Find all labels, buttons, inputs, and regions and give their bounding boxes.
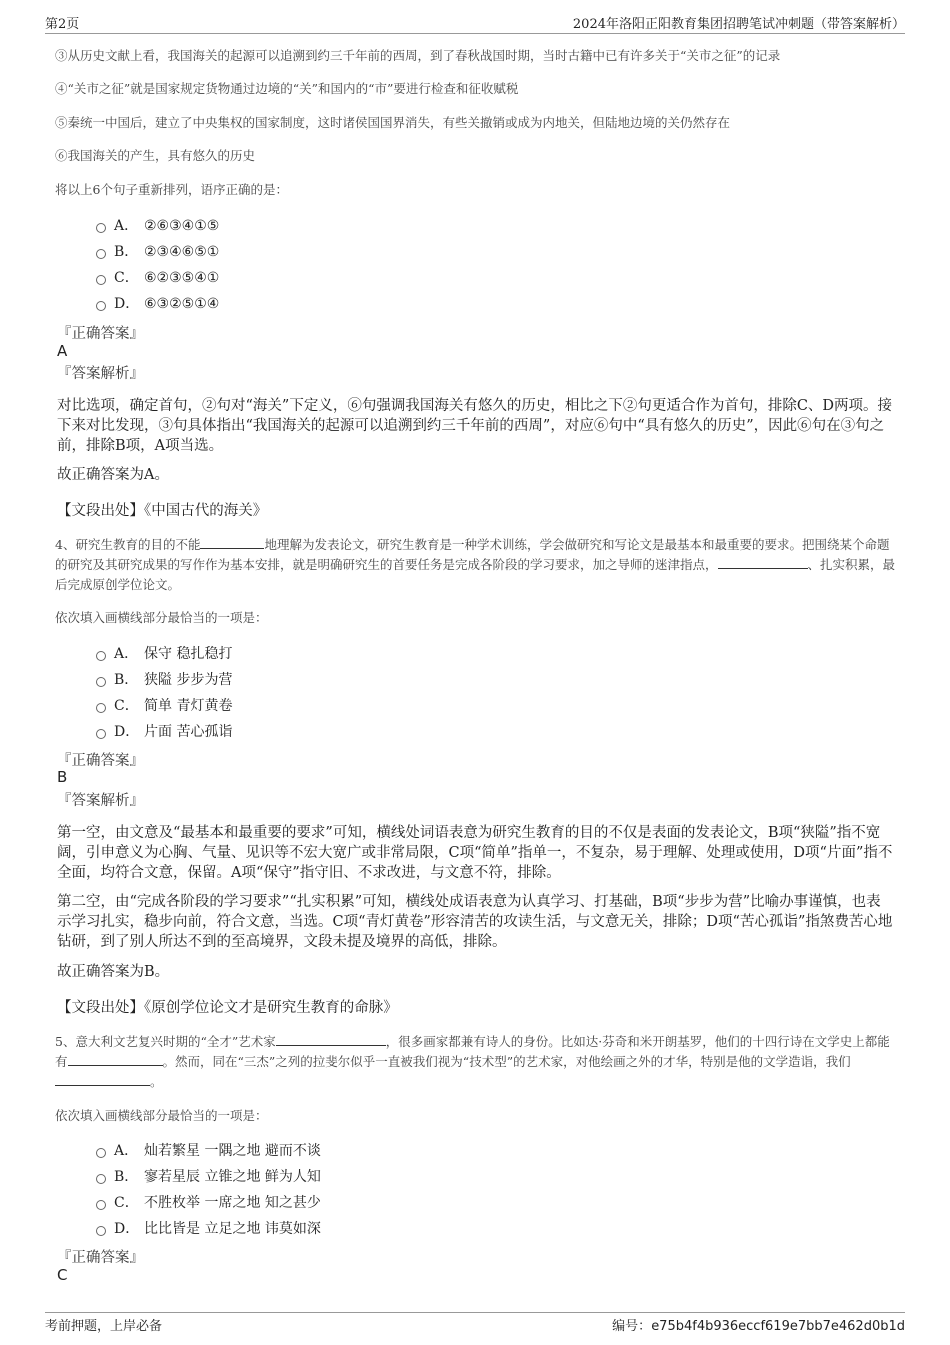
fill-blank bbox=[718, 556, 808, 569]
q3-source: 【文段出处】《中国古代的海关》 bbox=[57, 503, 268, 519]
q4-option-a[interactable]: A． 保守 稳扎稳打 bbox=[96, 644, 232, 664]
radio-icon[interactable] bbox=[96, 1174, 106, 1184]
q3-sentence-3: ③从历史文献上看，我国海关的起源可以追溯到约三千年前的西周，到了春秋战国时期，当时古籍中已有许多关于“关市之征”的记录 bbox=[55, 48, 781, 63]
radio-icon[interactable] bbox=[96, 677, 106, 687]
q4-option-c[interactable]: C． 简单 青灯黄卷 bbox=[96, 696, 232, 716]
q3-sentence-6: ⑥我国海关的产生，具有悠久的历史 bbox=[55, 148, 256, 163]
q3-conclusion: 故正确答案为A。 bbox=[57, 467, 169, 483]
q5-option-d[interactable]: D． 比比皆是 立足之地 讳莫如深 bbox=[96, 1219, 321, 1239]
footer-slogan: 考前押题，上岸必备 bbox=[45, 1319, 163, 1334]
q3-option-d[interactable]: D． ⑥③②⑤①④ bbox=[96, 294, 219, 314]
q4-option-b[interactable]: B． 狭隘 步步为营 bbox=[96, 670, 232, 690]
q5-answer: C bbox=[57, 1266, 68, 1284]
q3-sentence-4: ④“关市之征”就是国家规定货物通过边境的“关”和国内的“市”要进行检查和征收赋税 bbox=[55, 81, 519, 96]
document-title: 2024年洛阳正阳教育集团招聘笔试冲刺题（带答案解析） bbox=[572, 17, 905, 32]
q3-option-a[interactable]: A． ②⑥③④①⑤ bbox=[96, 216, 219, 236]
fill-blank bbox=[55, 1073, 150, 1086]
page-footer bbox=[45, 1312, 905, 1335]
q4-analysis-blank-2: 第二空，由“完成各阶段的学习要求”“扎实积累”可知，横线处成语表意为认真学习、打基础，B项“步步为营”比喻办事谨慎，也表示学习扎实，稳步向前，符合文意，当选。C项“青灯黄卷”形容清苦的攻读生活，与文意无关，排除；D项“苦心孤诣”指煞费苦心地钻研，到了别人所达不到的至高境界，文段未提及境界的高低，排除。 bbox=[57, 894, 893, 950]
page-header bbox=[45, 13, 905, 34]
q4-option-d[interactable]: D． 片面 苦心孤诣 bbox=[96, 722, 232, 742]
document-code: 编号：e75b4f4b936eccf619e7bb7e462d0b1d bbox=[612, 1319, 905, 1334]
q5-stem: 5、意大利文艺复兴时期的“全才”艺术家 ，很多画家都兼有诗人的身份。比如达·芬奇和米开朗基罗，他们的十四行诗在文学史上都能有 。然而，同在“三杰”之列的拉斐尔似乎一直被我们视为“技术型”的艺术家，对他绘画之外的才华，特别是他的文学造诣，我们。 bbox=[55, 1034, 890, 1089]
q4-conclusion: 故正确答案为B。 bbox=[57, 964, 170, 980]
q3-option-b[interactable]: B． ②③④⑥⑤① bbox=[96, 242, 219, 262]
radio-icon[interactable] bbox=[96, 223, 106, 233]
q4-source: 【文段出处】《原创学位论文才是研究生教育的命脉》 bbox=[57, 1000, 398, 1016]
q4-answer-label: 『正确答案』 bbox=[57, 753, 144, 769]
q4-prompt: 依次填入画横线部分最恰当的一项是： bbox=[55, 610, 268, 625]
q5-option-c[interactable]: C． 不胜枚举 一席之地 知之甚少 bbox=[96, 1193, 321, 1213]
q3-answer-label: 『正确答案』 bbox=[57, 326, 144, 342]
page-number: 第2页 bbox=[45, 17, 80, 32]
q3-prompt: 将以上6个句子重新排列，语序正确的是： bbox=[55, 182, 288, 197]
radio-icon[interactable] bbox=[96, 275, 106, 285]
fill-blank bbox=[200, 536, 264, 549]
fill-blank bbox=[68, 1053, 163, 1066]
q3-analysis-label: 『答案解析』 bbox=[57, 366, 144, 382]
radio-icon[interactable] bbox=[96, 249, 106, 259]
radio-icon[interactable] bbox=[96, 651, 106, 661]
q3-option-c[interactable]: C． ⑥②③⑤④① bbox=[96, 268, 219, 288]
radio-icon[interactable] bbox=[96, 703, 106, 713]
q4-analysis-blank-1: 第一空，由文意及“最基本和最重要的要求”可知，横线处词语表意为研究生教育的目的不仅是表面的发表论文，B项“狭隘”指不宽阔，引申意义为心胸、气量、见识等不宏大宽广或非常局限，C项“简单”指单一，不复杂，易于理解、处理或使用，D项“片面”指不全面，均符合文意，保留。A项“保守”指守旧、不求改进，与文意不符，排除。 bbox=[57, 825, 893, 881]
q5-option-a[interactable]: A． 灿若繁星 一隅之地 避而不谈 bbox=[96, 1141, 321, 1161]
radio-icon[interactable] bbox=[96, 729, 106, 739]
fill-blank bbox=[276, 1033, 386, 1046]
q5-option-b[interactable]: B． 寥若星辰 立锥之地 鲜为人知 bbox=[96, 1167, 321, 1187]
radio-icon[interactable] bbox=[96, 1226, 106, 1236]
q3-answer: A bbox=[57, 342, 68, 360]
q3-sentence-5: ⑤秦统一中国后，建立了中央集权的国家制度，这时诸侯国国界消失，有些关撤销或成为内地关，但陆地边境的关仍然存在 bbox=[55, 115, 731, 130]
radio-icon[interactable] bbox=[96, 301, 106, 311]
q5-prompt: 依次填入画横线部分最恰当的一项是： bbox=[55, 1108, 268, 1123]
q3-analysis-text: 对比选项，确定首句，②句对“海关”下定义，⑥句强调我国海关有悠久的历史，相比之下②句更适合作为首句，排除C、D两项。接下来对比发现，③句具体指出“我国海关的起源可以追溯到约三千年前的西周”，对应⑥句中“具有悠久的历史”，因此⑥句在③句之前，排除B项，A项当选。 bbox=[57, 398, 893, 454]
q4-analysis-label: 『答案解析』 bbox=[57, 793, 144, 809]
q4-stem: 4、研究生教育的目的不能 地理解为发表论文，研究生教育是一种学术训练，学会做研究和写论文是最基本和最重要的要求。把围绕某个命题的研究及其研究成果的写作作为基本安排，就是明确研究生的首要任务是完成各阶段的学习要求，加之导师的迷津指点， 、扎实积累，最后完成原创学位论文。 bbox=[55, 537, 896, 592]
radio-icon[interactable] bbox=[96, 1200, 106, 1210]
radio-icon[interactable] bbox=[96, 1148, 106, 1158]
q4-answer: B bbox=[57, 768, 68, 786]
q5-answer-label: 『正确答案』 bbox=[57, 1250, 144, 1266]
